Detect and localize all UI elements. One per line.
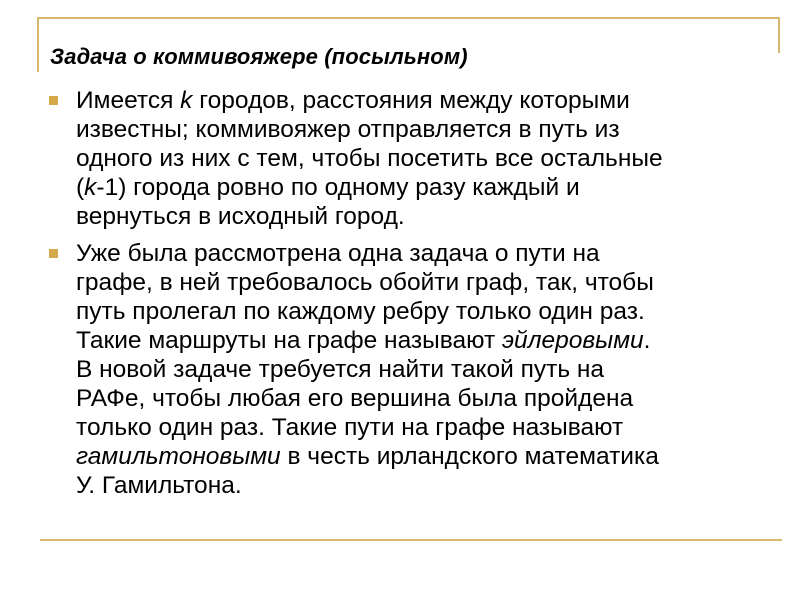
- text-run: .: [643, 327, 651, 354]
- text-run: городов, расстояния между которыми: [192, 87, 630, 114]
- slide-title: Задача о коммивояжере (посыльном): [50, 44, 468, 69]
- bullet-1-line-5: [76, 202, 749, 231]
- text-run: Имеется: [76, 87, 181, 114]
- text-run: в честь ирландского математика: [280, 443, 659, 470]
- bullet-1-line-2: [76, 115, 749, 144]
- square-bullet-icon: [49, 249, 58, 258]
- text-run: одного из них с тем, чтобы посетить все остальные: [76, 145, 663, 172]
- bullet-item-1: [49, 86, 749, 231]
- italic-term: эйлеровыми: [502, 327, 644, 354]
- bullet-2-line-8: [76, 442, 749, 471]
- text-run: вернуться в исходный город.: [76, 203, 405, 230]
- slide-body: [49, 86, 749, 508]
- bullet-2-line-1: [76, 239, 749, 268]
- italic-variable: k: [84, 174, 97, 201]
- bullet-1-line-4: [76, 173, 749, 202]
- bullet-item-2: [49, 239, 749, 500]
- bullet-1-line-1: [76, 86, 749, 115]
- right-divider: [778, 17, 780, 53]
- italic-variable: k: [180, 87, 193, 114]
- text-run: Уже была рассмотрена одна задача о пути на: [76, 240, 600, 267]
- text-run: (: [76, 174, 85, 201]
- bullet-2-line-2: [76, 268, 749, 297]
- bullet-2-line-5: [76, 355, 749, 384]
- bullet-2-line-3: [76, 297, 749, 326]
- text-run: РАФе, чтобы любая его вершина была пройдена: [76, 385, 634, 412]
- italic-term: гамильтоновыми: [76, 443, 281, 470]
- bullet-1-line-3: [76, 144, 749, 173]
- text-run: известны; коммивояжер отправляется в путь из: [76, 116, 620, 143]
- left-divider: [37, 17, 39, 72]
- square-bullet-icon: [49, 96, 58, 105]
- top-divider: [37, 17, 780, 19]
- bullet-2-line-9: [76, 471, 749, 500]
- bullet-2-line-4: [76, 326, 749, 355]
- text-run: только один раз. Такие пути на графе называют: [76, 414, 624, 441]
- text-run: -1) города ровно по одному разу каждый и: [96, 174, 580, 201]
- bullet-2-line-6: [76, 384, 749, 413]
- text-run: В новой задаче требуется найти такой путь на: [76, 356, 605, 383]
- text-run: путь пролегал по каждому ребру только один раз.: [76, 298, 645, 325]
- text-run: Такие маршруты на графе называют: [76, 327, 503, 354]
- text-run: графе, в ней требовалось обойти граф, так, чтобы: [76, 269, 654, 296]
- text-run: У. Гамильтона.: [76, 472, 242, 499]
- bottom-divider: [40, 539, 782, 541]
- bullet-2-line-7: [76, 413, 749, 442]
